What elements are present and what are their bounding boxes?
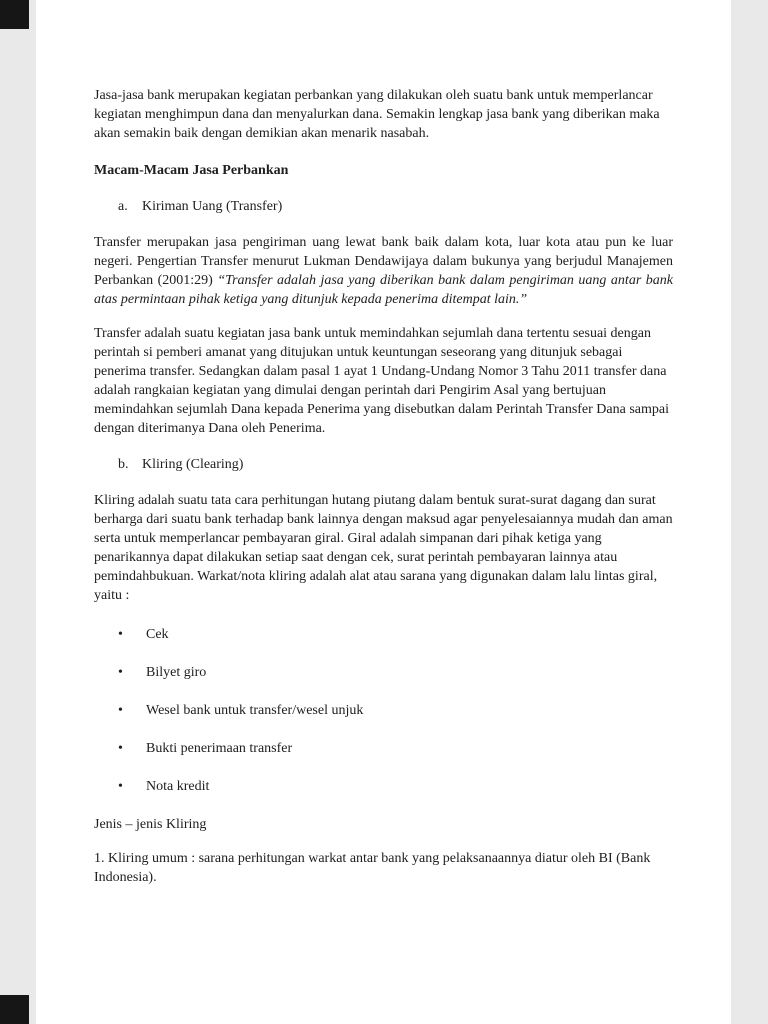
bullet-icon: • bbox=[118, 741, 123, 756]
transfer-quote: “Transfer adalah jasa yang diberikan bank dalam pengiriman uang antar bank atas permintaan pihak ketiga yang ditunjuk kepada penerima ditempat lain.” bbox=[94, 273, 673, 307]
section-heading: Macam-Macam Jasa Perbankan bbox=[94, 163, 289, 178]
list-item-kliring bbox=[94, 455, 673, 474]
bullet-item-label: Wesel bank untuk transfer/wesel unjuk bbox=[146, 703, 364, 718]
bullet-item-label: Cek bbox=[146, 627, 169, 642]
bullet-icon: • bbox=[118, 703, 123, 718]
page-margin-left bbox=[0, 0, 36, 1024]
bullet-icon: • bbox=[118, 779, 123, 794]
transfer-intro-text: Transfer merupakan jasa pengiriman uang lewat bank baik dalam kota, luar kota atau pun ke luar negeri. Pengertian Transfer menurut Lukman Dendawijaya dalam bukunya yang berjudul Manajemen Perbankan (2001:29) bbox=[94, 235, 673, 288]
bullet-item-label: Nota kredit bbox=[146, 779, 210, 794]
list-item bbox=[118, 625, 673, 644]
jenis-kliring-heading: Jenis – jenis Kliring bbox=[94, 817, 207, 832]
list-item bbox=[118, 777, 673, 796]
bullet-icon: • bbox=[118, 627, 123, 642]
warkat-bullet-list bbox=[94, 625, 673, 796]
transfer-intro-paragraph bbox=[94, 233, 673, 309]
list-item-transfer-label: Kiriman Uang (Transfer) bbox=[142, 199, 283, 214]
kliring-umum-paragraph: 1. Kliring umum : sarana perhitungan warkat antar bank yang pelaksanaannya diatur oleh BI (Bank Indonesia). bbox=[94, 851, 651, 885]
page-margin-right bbox=[731, 0, 768, 1024]
bullet-item-label: Bukti penerimaan transfer bbox=[146, 741, 293, 756]
list-item bbox=[118, 663, 673, 682]
list-item-transfer bbox=[94, 197, 673, 216]
list-item bbox=[118, 739, 673, 758]
corner-mark-top-left bbox=[0, 0, 29, 29]
document-page bbox=[36, 0, 731, 1024]
intro-paragraph: Jasa-jasa bank merupakan kegiatan perbankan yang dilakukan oleh suatu bank untuk memperlancar kegiatan menghimpun dana dan menyalurkan dana. Semakin lengkap jasa bank yang diberikan maka akan semakin baik dengan demikian akan menarik nasabah. bbox=[94, 88, 660, 141]
bullet-item-label: Bilyet giro bbox=[146, 665, 207, 680]
transfer-definition-paragraph: Transfer adalah suatu kegiatan jasa bank untuk memindahkan sejumlah dana tertentu sesuai dengan perintah si pemberi amanat yang ditujukan untuk keuntungan seseorang yang ditunjuk sebagai penerima transfer. Sedangkan dalam pasal 1 ayat 1 Undang-Undang Nomor 3 Tahu 2011 transfer dana adalah rangkaian kegiatan yang dimulai dengan perintah dari Pengirim Asal yang bertujuan memindahkan sejumlah Dana kepada Penerima yang disebutkan dalam Perintah Transfer Dana sampai dengan diterimanya Dana oleh Penerima. bbox=[94, 326, 669, 436]
list-marker-b: b. bbox=[118, 457, 129, 472]
list-item bbox=[118, 701, 673, 720]
kliring-definition-paragraph: Kliring adalah suatu tata cara perhitungan hutang piutang dalam bentuk surat-surat dagang dan surat berharga dari suatu bank terhadap bank lainnya dengan maksud agar penyelesaiannya mudah dan aman serta untuk memperlancar pembayaran giral. Giral adalah simpanan dari pihak ketiga yang penarikannya dapat dilakukan setiap saat dengan cek, surat perintah pembayaran lainnya atau pemindahbukuan. Warkat/nota kliring adalah alat atau sarana yang digunakan dalam lalu lintas giral, yaitu : bbox=[94, 493, 673, 603]
list-item-kliring-label: Kliring (Clearing) bbox=[142, 457, 244, 472]
corner-mark-bottom-left bbox=[0, 995, 29, 1024]
list-marker-a: a. bbox=[118, 199, 128, 214]
bullet-icon: • bbox=[118, 665, 123, 680]
